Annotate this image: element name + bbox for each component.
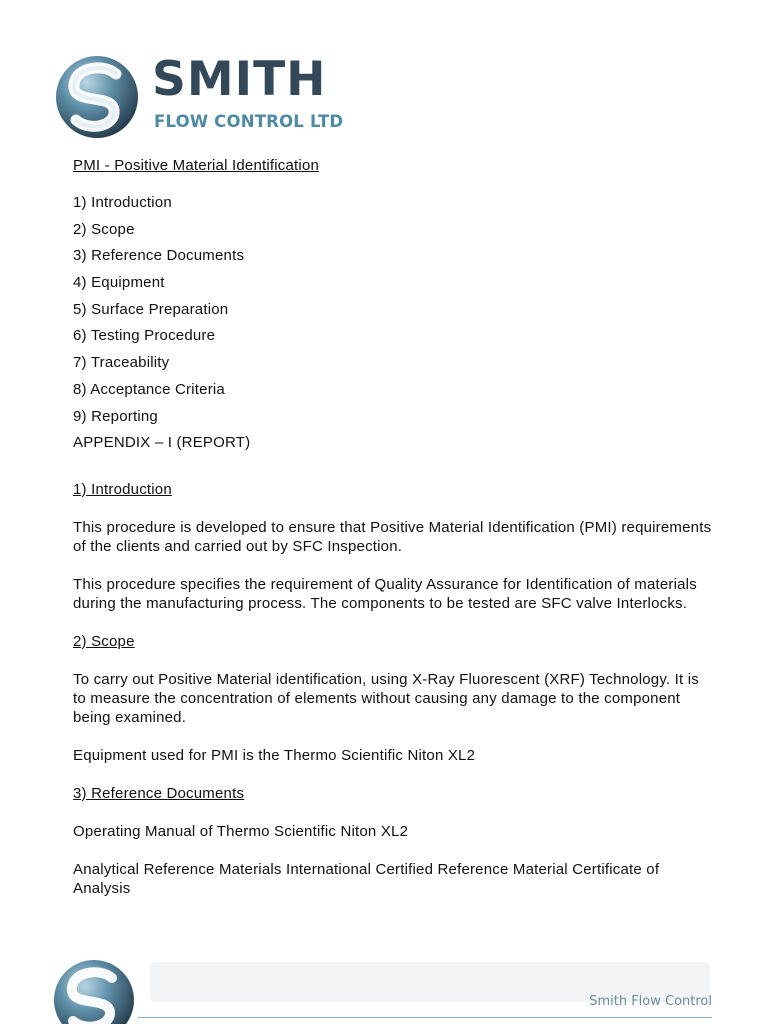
- footer-watermark: [0, 940, 768, 1024]
- section-paragraph: Equipment used for PMI is the Thermo Scientific Niton XL2: [73, 746, 476, 764]
- company-logo: [54, 54, 354, 140]
- toc-item: 7) Traceability: [73, 354, 170, 372]
- footer-brand: Smith Flow Control: [589, 994, 712, 1009]
- table-of-contents: [73, 193, 713, 460]
- logo-name: SMITH: [152, 52, 327, 107]
- section-paragraph: Analytical Reference Materials International Certified Reference Material Certificate of Analysis: [73, 860, 660, 897]
- document-body: [73, 156, 713, 917]
- section-heading: 2) Scope: [73, 632, 135, 650]
- footer-divider: [138, 1017, 712, 1018]
- logo-subtitle: FLOW CONTROL LTD: [154, 112, 344, 131]
- section-paragraph: This procedure specifies the requirement of Quality Assurance for Identification of materials during the manufacturing process. The components to be tested are SFC valve Interlocks.: [73, 575, 697, 612]
- document-title: PMI - Positive Material Identification: [73, 157, 320, 174]
- toc-item: 1) Introduction: [73, 194, 172, 211]
- swirl-logo-icon: [54, 54, 140, 140]
- toc-item: 9) Reporting: [73, 407, 158, 425]
- toc-item: 8) Acceptance Criteria: [73, 380, 225, 398]
- toc-item: 2) Scope: [73, 220, 135, 238]
- section-reference-documents: [73, 784, 713, 898]
- toc-item: APPENDIX – I (REPORT): [73, 434, 251, 452]
- toc-item: 5) Surface Preparation: [73, 300, 229, 318]
- footer-swirl-icon: [54, 960, 134, 1024]
- section-scope: [73, 632, 713, 765]
- toc-item: 4) Equipment: [73, 274, 165, 292]
- section-introduction: [73, 480, 713, 613]
- toc-item: 6) Testing Procedure: [73, 327, 216, 345]
- section-paragraph: This procedure is developed to ensure that Positive Material Identification (PMI) requirements of the clients and carried out by SFC Inspection.: [73, 518, 712, 555]
- section-paragraph: Operating Manual of Thermo Scientific Niton XL2: [73, 822, 409, 840]
- toc-item: 3) Reference Documents: [73, 247, 245, 265]
- section-paragraph: To carry out Positive Material identification, using X-Ray Fluorescent (XRF) Technology. It is to measure the concentration of elements without causing any damage to the component being examined.: [73, 670, 699, 726]
- section-heading: 1) Introduction: [73, 480, 172, 498]
- section-heading: 3) Reference Documents: [73, 784, 245, 802]
